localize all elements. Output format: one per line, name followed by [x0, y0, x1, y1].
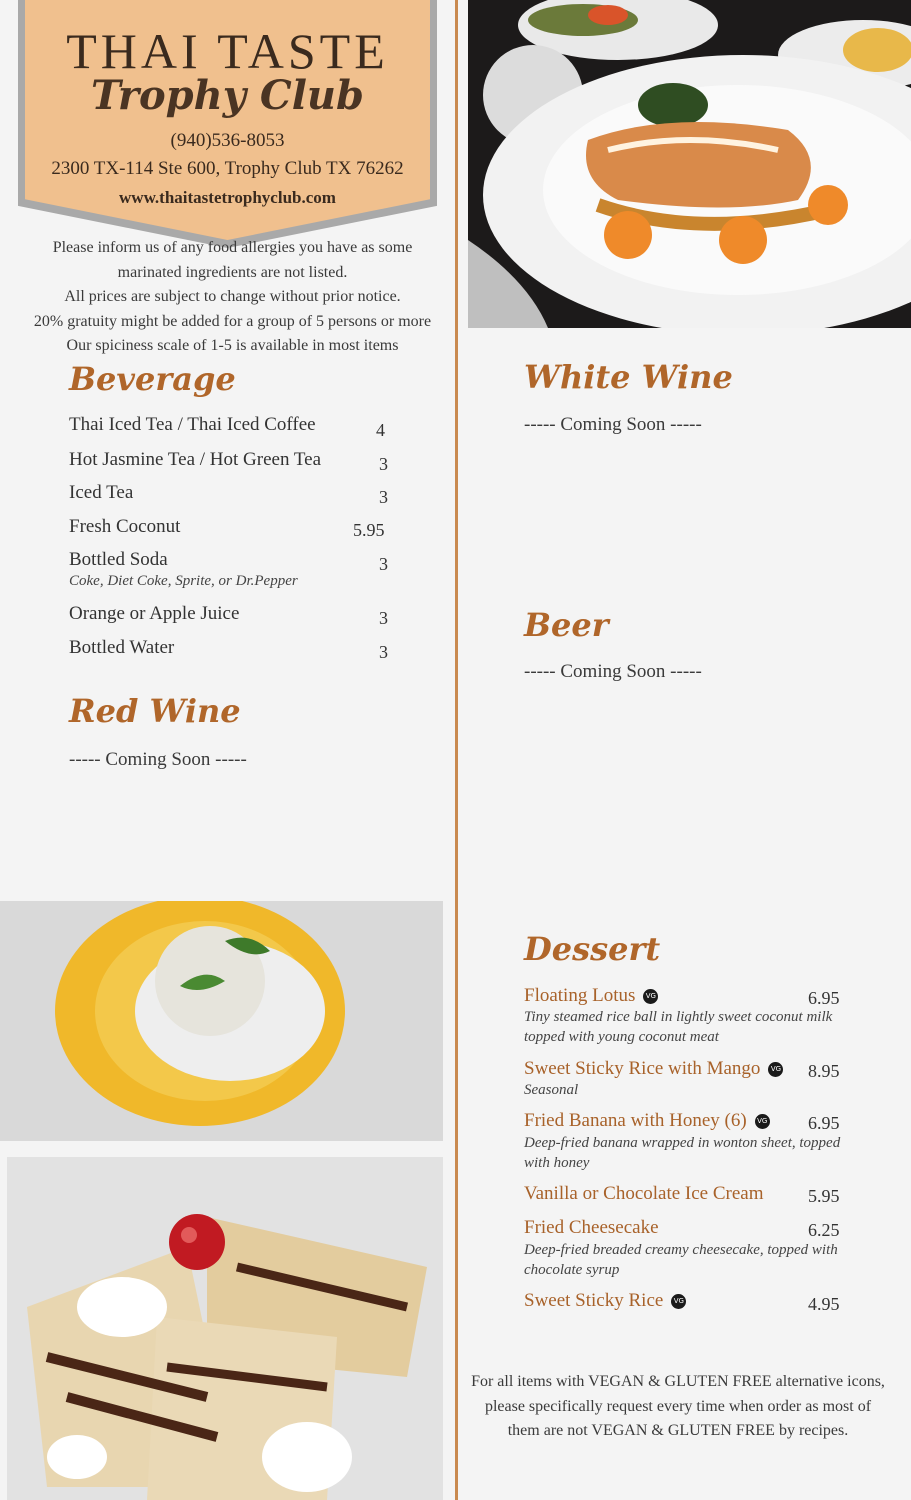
dessert-item-name: Sweet Sticky Rice VG — [524, 1290, 686, 1312]
dessert-heading: Dessert — [524, 930, 661, 968]
phone-number[interactable]: (940)536-8053 — [170, 130, 285, 151]
dessert-item-desc: Seasonal — [524, 1082, 579, 1098]
white-wine-heading: White Wine — [524, 358, 733, 396]
vegan-gluten-free-note: For all items with VEGAN & GLUTEN FREE alternative icons, please specifically request every time when order as most of them are not VEGAN & GLUTEN FREE by recipes. — [471, 1373, 885, 1439]
beverage-item-price: 3 — [379, 554, 388, 574]
beverage-item-name: Fresh Coconut — [69, 516, 181, 537]
fried-cheesecake-image — [7, 1157, 443, 1500]
vegan-gluten-free-icon: VG — [671, 1294, 686, 1309]
dessert-item-name: Sweet Sticky Rice with Mango VG — [524, 1058, 783, 1080]
mango-sticky-rice-image — [0, 901, 443, 1141]
dessert-item-desc: Tiny steamed rice ball in lightly sweet coconut milk topped with young coconut meat — [524, 1009, 833, 1045]
dessert-item-name: Fried Banana with Honey (6) VG — [524, 1110, 770, 1132]
red-wine-coming-soon: ----- Coming Soon ----- — [69, 749, 247, 770]
dessert-item-price: 4.95 — [808, 1294, 840, 1314]
beverage-item-name: Bottled Soda — [69, 549, 168, 570]
vegan-gluten-free-icon: VG — [768, 1062, 783, 1077]
beverage-item-price: 4 — [376, 420, 385, 440]
beverage-item-name: Orange or Apple Juice — [69, 603, 240, 624]
notice-line: All prices are subject to change without prior notice. — [64, 288, 401, 305]
notice-block — [10, 236, 455, 359]
vegan-gluten-free-icon: VG — [755, 1114, 770, 1129]
dessert-item-price: 6.95 — [808, 988, 840, 1008]
beer-coming-soon: ----- Coming Soon ----- — [524, 661, 702, 682]
beverage-item-price: 3 — [379, 487, 388, 507]
address: 2300 TX-114 Ste 600, Trophy Club TX 76262 — [51, 158, 404, 179]
beverage-heading: Beverage — [69, 360, 236, 398]
dessert-item-price: 5.95 — [808, 1186, 840, 1206]
beverage-item-price: 3 — [379, 608, 388, 628]
red-wine-heading: Red Wine — [69, 692, 241, 730]
fried-cheesecake-photo — [7, 1157, 443, 1500]
website-link[interactable]: www.thaitastetrophyclub.com — [119, 188, 336, 207]
beverage-item-name: Hot Jasmine Tea / Hot Green Tea — [69, 449, 322, 470]
beverage-item-price: 3 — [379, 642, 388, 662]
column-divider — [455, 0, 458, 1500]
notice-line: Our spiciness scale of 1-5 is available in most items — [66, 337, 399, 354]
beverage-item-price: 3 — [379, 454, 388, 474]
curry-dish-photo — [468, 0, 911, 328]
dessert-item-name: Fried Cheesecake — [524, 1217, 659, 1238]
beverage-item-name: Iced Tea — [69, 482, 134, 503]
beer-heading: Beer — [524, 606, 609, 644]
vegan-gluten-free-icon: VG — [643, 989, 658, 1004]
mango-sticky-rice-photo — [0, 901, 443, 1141]
restaurant-name: THAI TASTE — [66, 23, 389, 79]
dessert-item-desc: Deep-fried breaded creamy cheesecake, topped with chocolate syrup — [524, 1242, 838, 1278]
dessert-item-price: 8.95 — [808, 1061, 840, 1081]
beverage-item-desc: Coke, Diet Coke, Sprite, or Dr.Pepper — [69, 573, 298, 589]
curry-dish-image — [468, 0, 911, 328]
beverage-item-price: 5.95 — [353, 520, 385, 540]
notice-line: Please inform us of any food allergies you have as some — [52, 239, 413, 256]
restaurant-location: Trophy Club — [91, 72, 364, 119]
white-wine-coming-soon: ----- Coming Soon ----- — [524, 414, 702, 435]
notice-line: 20% gratuity might be added for a group of 5 persons or more — [33, 312, 432, 330]
dessert-item-price: 6.95 — [808, 1113, 840, 1133]
beverage-item-name: Bottled Water — [69, 637, 175, 658]
dessert-item-price: 6.25 — [808, 1220, 840, 1240]
beverage-item-name: Thai Iced Tea / Thai Iced Coffee — [69, 414, 316, 435]
notice-line: marinated ingredients are not listed. — [117, 263, 348, 281]
dessert-item-desc: Deep-fried banana wrapped in wonton sheet, topped with honey — [524, 1135, 841, 1171]
dessert-item-name: Floating Lotus VG — [524, 985, 658, 1007]
dessert-item-name: Vanilla or Chocolate Ice Cream — [524, 1183, 764, 1204]
